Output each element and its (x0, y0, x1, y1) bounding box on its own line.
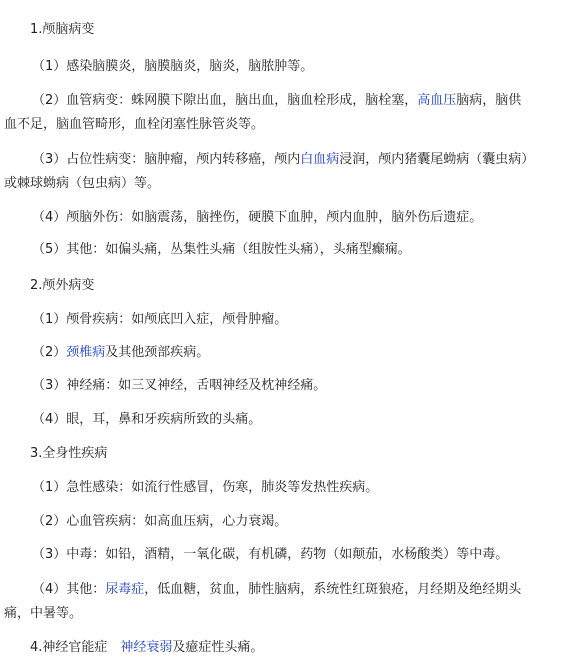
item-text: 及其他颈部疾病。 (105, 345, 210, 360)
item-text: （5）其他：如偏头痛，丛集性头痛（组胺性头痛），头痛型癫痫。 (32, 242, 411, 257)
link-hypertension[interactable]: 高血压 (417, 93, 457, 108)
item-text: ，低血糖，贫血，肺性脑病，系统性红斑狼疮，月经期及绝经期头 (144, 582, 522, 597)
item-text: 脑病，脑供 (456, 93, 522, 108)
list-item (32, 343, 561, 363)
link-leukemia[interactable]: 白血病 (300, 152, 340, 167)
item-text: （3）占位性病变：脑肿瘤，颅内转移癌，颅内 (32, 152, 301, 167)
item-text: 血不足，脑血管畸形，血栓闭塞性脉管炎等。 (4, 117, 265, 132)
list-item-continuation (4, 604, 561, 624)
item-text: 痛，中暑等。 (4, 606, 83, 621)
list-item (32, 376, 561, 396)
item-text: （1）颅骨疾病：如颅底凹入症，颅骨肿瘤。 (32, 312, 288, 327)
section-heading-4 (30, 638, 561, 658)
link-neurasthenia[interactable]: 神经衰弱 (120, 640, 173, 655)
item-text: （4）颅脑外伤：如脑震荡，脑挫伤，硬膜下血肿，颅内血肿，脑外伤后遗症。 (32, 210, 483, 225)
item-text: （3）中毒：如铅，酒精，一氧化碳，有机磷，药物（如颠茄，水杨酸类）等中毒。 (32, 547, 509, 562)
item-text: （1）急性感染：如流行性感冒，伤寒，肺炎等发热性疾病。 (32, 480, 379, 495)
list-item (32, 240, 561, 260)
section-heading-1 (30, 20, 561, 40)
section-heading-3 (30, 444, 561, 464)
list-item (32, 310, 561, 330)
heading-text: 3.全身性疾病 (30, 446, 108, 461)
list-item (32, 150, 561, 170)
item-text: （4）眼，耳，鼻和牙疾病所致的头痛。 (32, 412, 262, 427)
list-item (32, 208, 561, 228)
item-text: （4）其他： (32, 582, 106, 597)
item-text: 浸润，颅内猪囊尾蚴病（囊虫病） (339, 152, 535, 167)
heading-text: 1.颅脑病变 (30, 22, 95, 37)
item-text: （1）感染脑膜炎，脑膜脑炎，脑炎，脑脓肿等。 (32, 59, 314, 74)
list-item (32, 545, 561, 565)
item-text: （3）神经痛：如三叉神经，舌咽神经及枕神经痛。 (32, 378, 327, 393)
list-item (32, 91, 561, 111)
link-cervical-spondylosis[interactable]: 颈椎病 (66, 345, 106, 360)
list-item (32, 410, 561, 430)
heading-text: 2.颅外病变 (30, 278, 95, 293)
item-text: 或棘球蚴病（包虫病）等。 (4, 176, 161, 191)
section-heading-2 (30, 276, 561, 296)
list-item (32, 478, 561, 498)
item-text: （2）血管病变：蛛网膜下隙出血，脑出血，脑血栓形成，脑栓塞， (32, 93, 418, 108)
list-item (32, 580, 561, 600)
list-item (32, 57, 561, 77)
heading-text: 4.神经官能症 (30, 640, 121, 655)
list-item-continuation (4, 115, 561, 135)
item-text: （2） (32, 345, 67, 360)
heading-text: 及癔症性头痛。 (172, 640, 264, 655)
item-text: （2）心血管疾病：如高血压病，心力衰竭。 (32, 514, 288, 529)
list-item (32, 512, 561, 532)
link-uremia[interactable]: 尿毒症 (105, 582, 145, 597)
list-item-continuation (4, 174, 561, 194)
